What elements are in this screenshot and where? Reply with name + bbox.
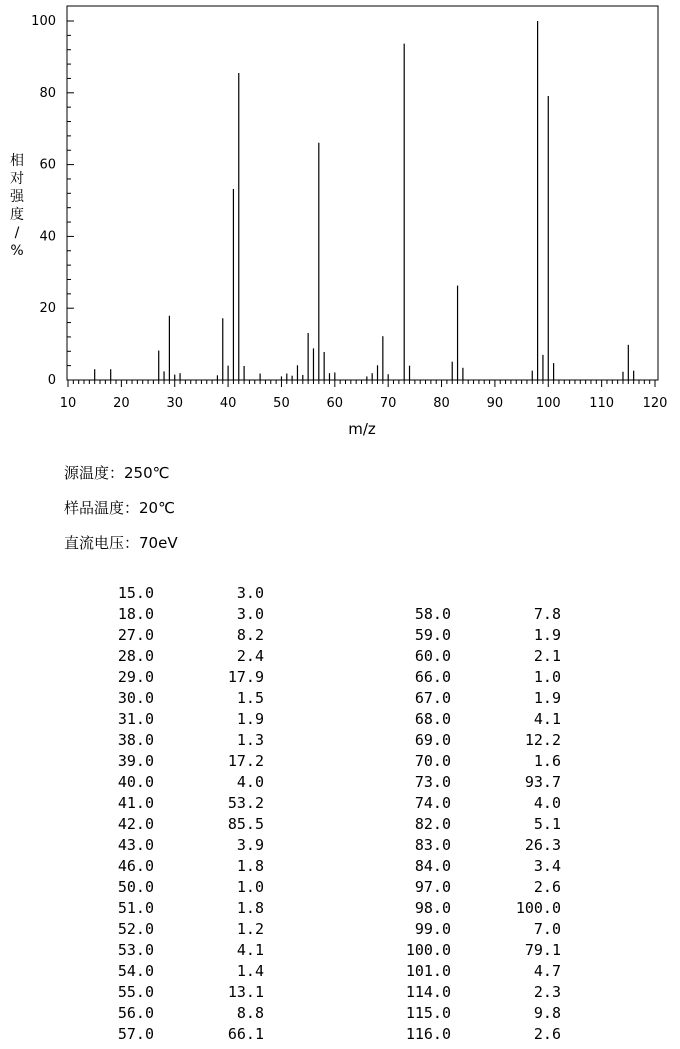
intensity-value: 1.4 — [236, 962, 264, 980]
intensity-value: 7.8 — [533, 605, 561, 623]
mz-value: 40.0 — [117, 773, 154, 791]
table-row — [46, 751, 264, 772]
table-row — [46, 583, 264, 604]
y-axis-label-char: 强 — [10, 189, 24, 205]
intensity-value: 3.4 — [533, 857, 561, 875]
intensity-value: 8.2 — [236, 626, 264, 644]
mz-value: 50.0 — [117, 878, 154, 896]
mz-value: 46.0 — [117, 857, 154, 875]
intensity-value: 1.2 — [236, 920, 264, 938]
mz-value: 116.0 — [405, 1025, 451, 1043]
mz-value: 69.0 — [414, 731, 451, 749]
x-tick-label: 40 — [219, 396, 237, 411]
mz-value: 39.0 — [117, 752, 154, 770]
y-axis-label — [10, 152, 25, 259]
mz-value: 43.0 — [117, 836, 154, 854]
mz-value: 99.0 — [414, 920, 451, 938]
source-temperature: 源温度：250℃ — [64, 464, 170, 482]
mz-value: 66.0 — [414, 668, 451, 686]
intensity-value: 5.1 — [533, 815, 561, 833]
table-row — [46, 1003, 264, 1024]
x-tick-label: 60 — [326, 396, 344, 411]
intensity-value: 2.1 — [533, 647, 561, 665]
peak-table-right — [343, 604, 561, 1045]
mz-value: 59.0 — [414, 626, 451, 644]
table-row — [343, 688, 561, 709]
intensity-value: 1.0 — [533, 668, 561, 686]
intensity-value: 1.8 — [236, 899, 264, 917]
mz-value: 60.0 — [414, 647, 451, 665]
plot-frame — [67, 6, 658, 380]
intensity-value: 2.3 — [533, 983, 561, 1001]
table-row — [343, 919, 561, 940]
mz-value: 55.0 — [117, 983, 154, 1001]
table-row — [46, 730, 264, 751]
intensity-value: 9.8 — [533, 1004, 561, 1022]
mz-value: 27.0 — [117, 626, 154, 644]
mz-value: 53.0 — [117, 941, 154, 959]
x-tick-label: 10 — [59, 396, 77, 411]
intensity-value: 17.9 — [227, 668, 264, 686]
mz-value: 74.0 — [414, 794, 451, 812]
table-row — [46, 709, 264, 730]
mz-value: 41.0 — [117, 794, 154, 812]
y-tick-label: 40 — [39, 229, 56, 245]
mz-value: 51.0 — [117, 899, 154, 917]
y-tick-label: 80 — [39, 85, 56, 101]
intensity-value: 4.7 — [533, 962, 561, 980]
table-row — [46, 667, 264, 688]
intensity-value: 2.6 — [533, 1025, 561, 1043]
x-tick-label: 110 — [589, 396, 615, 411]
table-row — [343, 1024, 561, 1045]
table-row — [343, 604, 561, 625]
table-row — [46, 919, 264, 940]
mz-value: 52.0 — [117, 920, 154, 938]
table-row — [343, 1003, 561, 1024]
mz-value: 100.0 — [405, 941, 451, 959]
intensity-value: 85.5 — [227, 815, 264, 833]
intensity-value: 8.8 — [236, 1004, 264, 1022]
intensity-value: 4.0 — [533, 794, 561, 812]
intensity-value: 1.9 — [533, 689, 561, 707]
intensity-value: 17.2 — [227, 752, 264, 770]
table-row — [343, 709, 561, 730]
table-row — [46, 772, 264, 793]
mz-value: 83.0 — [414, 836, 451, 854]
intensity-value: 79.1 — [524, 941, 561, 959]
voltage: 直流电压：70eV — [64, 534, 178, 552]
intensity-value: 7.0 — [533, 920, 561, 938]
intensity-value: 4.0 — [236, 773, 264, 791]
mz-value: 42.0 — [117, 815, 154, 833]
mz-value: 31.0 — [117, 710, 154, 728]
peak-table-left — [46, 583, 264, 1045]
table-row — [343, 730, 561, 751]
y-tick-label: 0 — [47, 373, 56, 388]
mz-value: 68.0 — [414, 710, 451, 728]
mz-value: 97.0 — [414, 878, 451, 896]
intensity-value: 4.1 — [533, 710, 561, 728]
table-row — [343, 961, 561, 982]
intensity-value: 1.5 — [236, 689, 264, 707]
intensity-value: 13.1 — [227, 983, 264, 1001]
sample-temperature: 样品温度：20℃ — [64, 499, 175, 517]
table-row — [343, 772, 561, 793]
table-row — [46, 982, 264, 1003]
intensity-value: 4.1 — [236, 941, 264, 959]
mz-value: 57.0 — [117, 1025, 154, 1043]
mz-value: 84.0 — [414, 857, 451, 875]
mz-value: 101.0 — [405, 962, 451, 980]
y-tick-label: 100 — [31, 14, 56, 29]
y-axis-label-char: % — [10, 243, 24, 259]
intensity-value: 3.0 — [236, 584, 264, 602]
table-row — [343, 898, 561, 919]
table-row — [343, 793, 561, 814]
table-row — [343, 667, 561, 688]
table-row — [46, 898, 264, 919]
intensity-value: 1.9 — [236, 710, 264, 728]
table-row — [46, 1024, 264, 1045]
mz-value: 54.0 — [117, 962, 154, 980]
mz-value: 73.0 — [414, 773, 451, 791]
y-tick-label: 20 — [39, 301, 56, 317]
intensity-value: 1.8 — [236, 857, 264, 875]
table-row — [343, 751, 561, 772]
intensity-value: 1.9 — [533, 626, 561, 644]
intensity-value: 26.3 — [524, 836, 561, 854]
table-row — [46, 646, 264, 667]
mz-value: 56.0 — [117, 1004, 154, 1022]
table-row — [46, 877, 264, 898]
mz-value: 115.0 — [405, 1004, 451, 1022]
table-row — [46, 835, 264, 856]
x-tick-label: 90 — [486, 396, 504, 411]
y-axis-label-char: / — [14, 225, 20, 241]
intensity-value: 93.7 — [524, 773, 561, 791]
intensity-value: 1.6 — [533, 752, 561, 770]
x-tick-label: 100 — [535, 396, 561, 411]
mz-value: 98.0 — [414, 899, 451, 917]
x-tick-label: 20 — [113, 396, 130, 411]
mz-value: 58.0 — [414, 605, 451, 623]
table-row — [46, 688, 264, 709]
table-row — [46, 793, 264, 814]
x-tick-label: 120 — [642, 396, 668, 411]
mz-value: 29.0 — [117, 668, 154, 686]
table-row — [46, 856, 264, 877]
mz-value: 15.0 — [117, 584, 154, 602]
mz-value: 82.0 — [414, 815, 451, 833]
intensity-value: 3.0 — [236, 605, 264, 623]
table-row — [343, 940, 561, 961]
table-row — [46, 604, 264, 625]
mz-value: 30.0 — [117, 689, 154, 707]
mz-value: 67.0 — [414, 689, 451, 707]
x-tick-label: 80 — [433, 396, 450, 411]
y-axis-label-char: 相 — [10, 153, 24, 169]
table-row — [343, 835, 561, 856]
intensity-value: 100.0 — [515, 899, 561, 917]
table-row — [343, 856, 561, 877]
y-tick-label: 60 — [39, 157, 56, 173]
mz-value: 38.0 — [117, 731, 154, 749]
mz-value: 18.0 — [117, 605, 154, 623]
mz-value: 28.0 — [117, 647, 154, 665]
mass-spectrum-chart — [0, 0, 680, 445]
table-row — [46, 940, 264, 961]
x-axis-label: m/z — [348, 420, 376, 438]
intensity-value: 12.2 — [524, 731, 561, 749]
table-row — [343, 877, 561, 898]
intensity-value: 2.4 — [236, 647, 264, 665]
intensity-value: 53.2 — [227, 794, 264, 812]
intensity-value: 3.9 — [236, 836, 264, 854]
intensity-value: 66.1 — [227, 1025, 264, 1043]
table-row — [343, 625, 561, 646]
table-row — [46, 625, 264, 646]
table-row — [343, 982, 561, 1003]
intensity-value: 1.3 — [236, 731, 264, 749]
intensity-value: 2.6 — [533, 878, 561, 896]
intensity-value: 1.0 — [236, 878, 264, 896]
mz-value: 70.0 — [414, 752, 451, 770]
table-row — [46, 814, 264, 835]
y-axis-label-char: 度 — [10, 207, 24, 223]
table-row — [343, 814, 561, 835]
x-tick-label: 50 — [273, 396, 290, 411]
table-row — [343, 646, 561, 667]
y-axis-label-char: 对 — [10, 171, 24, 187]
mz-value: 114.0 — [405, 983, 451, 1001]
x-tick-label: 70 — [379, 396, 397, 411]
x-tick-label: 30 — [166, 396, 184, 411]
table-row — [46, 961, 264, 982]
